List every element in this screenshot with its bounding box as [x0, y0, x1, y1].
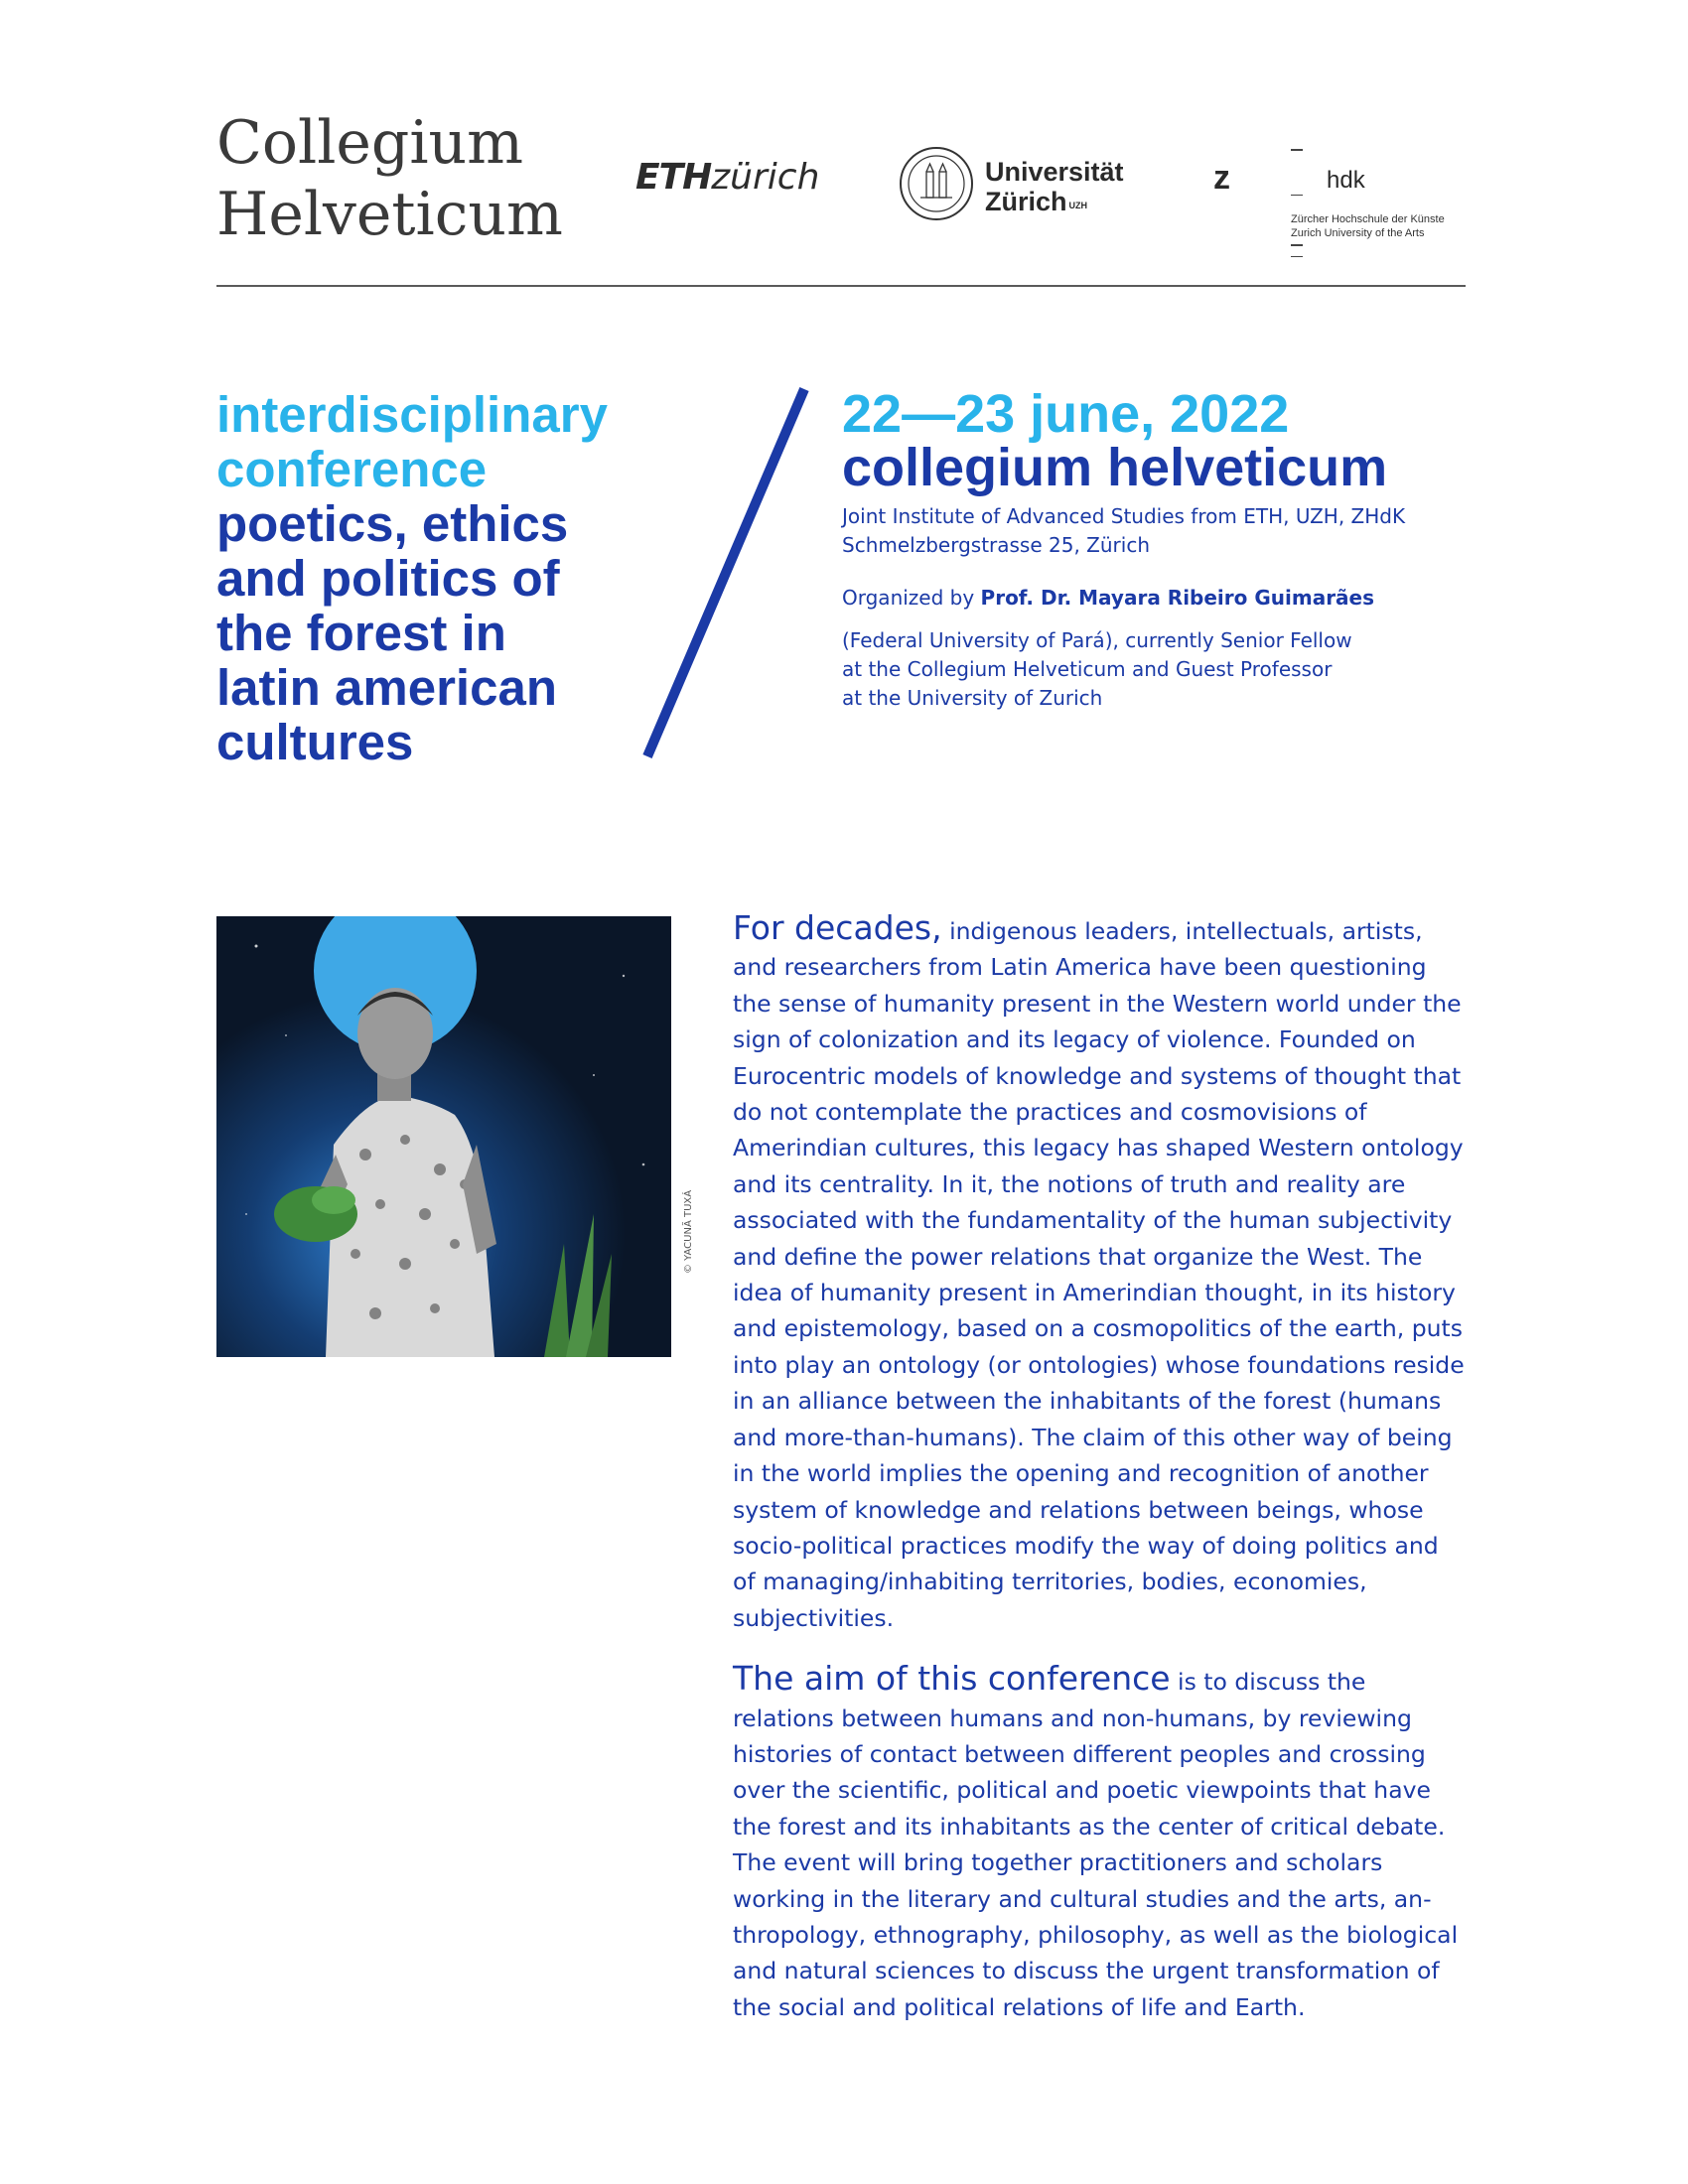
paragraph-intro-lead: For decades,	[733, 908, 942, 947]
eth-zurich-logo	[635, 157, 819, 198]
paragraph-aim-lead: The aim of this conference	[733, 1659, 1171, 1699]
paragraph-intro-text: indigenous leaders, intellectuals, artists, and researchers from Latin America have been questioning the sense of humanity present in the Western world under the sign of colonization and its legacy of violence. Founded on Eurocentric models of knowledge and systems of thought that do not contemplate the practices and cosmovisions of Amerindian cultures, this legacy has shaped Western ontology and its centrality. In it, the notions of truth and reality are associated with the fundamentality of the human subjectivity and define the power relations that organize the West. The idea of humanity present in Amerindian thought, in its history and epistemology, based on a cosmopolitics of the earth, puts into play an ontology (or ontologies) whose foundations reside in an alliance between the inhabitants of the forest (humans and more-than-humans). The claim of this other way of being in the world implies the opening and recognition of another system of knowledge and relations between beings, whose socio-political practices modify the way of doing politics and of managing/inhabiting territories, bodies, economies, subjectivities.	[733, 917, 1465, 1632]
conference-title	[216, 387, 608, 769]
title-line-7: cultures	[216, 714, 414, 770]
paragraph-intro	[733, 910, 1468, 1636]
eth-logo-bold: ETH	[635, 157, 712, 198]
title-line-3: poetics, ethics	[216, 495, 569, 552]
event-institute	[842, 502, 1405, 560]
logo-line-2: Helveticum	[216, 180, 563, 249]
affil-line-2: at the Collegium Helveticum and Guest Professor	[842, 657, 1333, 681]
organizer-name: Prof. Dr. Mayara Ribeiro Guimarães	[980, 586, 1375, 610]
uzh-seal-icon	[899, 146, 974, 221]
portrait-photo	[216, 916, 671, 1357]
zhdk-logo-z: z	[1213, 159, 1230, 197]
organizer-line	[842, 586, 1374, 610]
organizer-prefix: Organized by	[842, 586, 981, 610]
collegium-helveticum-logo	[216, 107, 563, 250]
title-line-2: conference	[216, 441, 488, 497]
title-line-5: the forest in	[216, 605, 506, 661]
title-line-4: and politics of	[216, 550, 560, 607]
paragraph-aim	[733, 1661, 1468, 2025]
title-line-1: interdisciplinary	[216, 386, 608, 443]
uzh-line-2: Zürich	[985, 187, 1067, 216]
zhdk-mark-bottom-2	[1291, 256, 1303, 258]
logo-line-1: Collegium	[216, 108, 524, 178]
zhdk-sub-2: Zurich University of the Arts	[1291, 227, 1425, 239]
divider-slash	[635, 385, 814, 762]
institute-address: Schmelzbergstrasse 25, Zürich	[842, 533, 1151, 557]
zhdk-logo-hdk: hdk	[1327, 167, 1365, 194]
event-date: 22—23 june, 2022	[842, 384, 1290, 444]
zhdk-mark-bottom	[1291, 244, 1303, 246]
zhdk-sub-1: Zürcher Hochschule der Künste	[1291, 213, 1445, 225]
photo-credit: © YACUNÃ TUXÁ	[683, 1189, 694, 1274]
zhdk-logo-subtitle	[1291, 212, 1445, 257]
institute-name: Joint Institute of Advanced Studies from ETH, UZH, ZHdK	[842, 504, 1406, 528]
body-text	[733, 910, 1468, 2025]
eth-logo-rest: zürich	[711, 157, 820, 198]
uzh-logo-text	[985, 157, 1124, 216]
affil-line-1: (Federal University of Pará), currently Senior Fellow	[842, 628, 1352, 652]
uzh-line-1: Universität	[985, 157, 1124, 187]
zhdk-logo-marks	[1291, 149, 1303, 196]
event-venue: collegium helveticum	[842, 438, 1388, 497]
uzh-sup: UZH	[1068, 201, 1088, 210]
affil-line-3: at the University of Zurich	[842, 686, 1103, 710]
title-line-6: latin american	[216, 659, 557, 716]
organizer-affiliation	[842, 626, 1352, 713]
header-divider	[216, 285, 1466, 287]
paragraph-aim-text: is to discuss the relations between humans and non-humans, by reviewing histories of contact between different peoples and crossing over the scientific, political and poetic viewpoints that have the forest and its inhabitants as the center of critical debate. The event will bring together practitioners and scholars working in the literary and cultural studies and the arts, anthropology, ethnography, philosophy, as well as the biological and natural sciences to discuss the urgent transformation of the social and political relations of life and Earth.	[733, 1668, 1459, 2021]
